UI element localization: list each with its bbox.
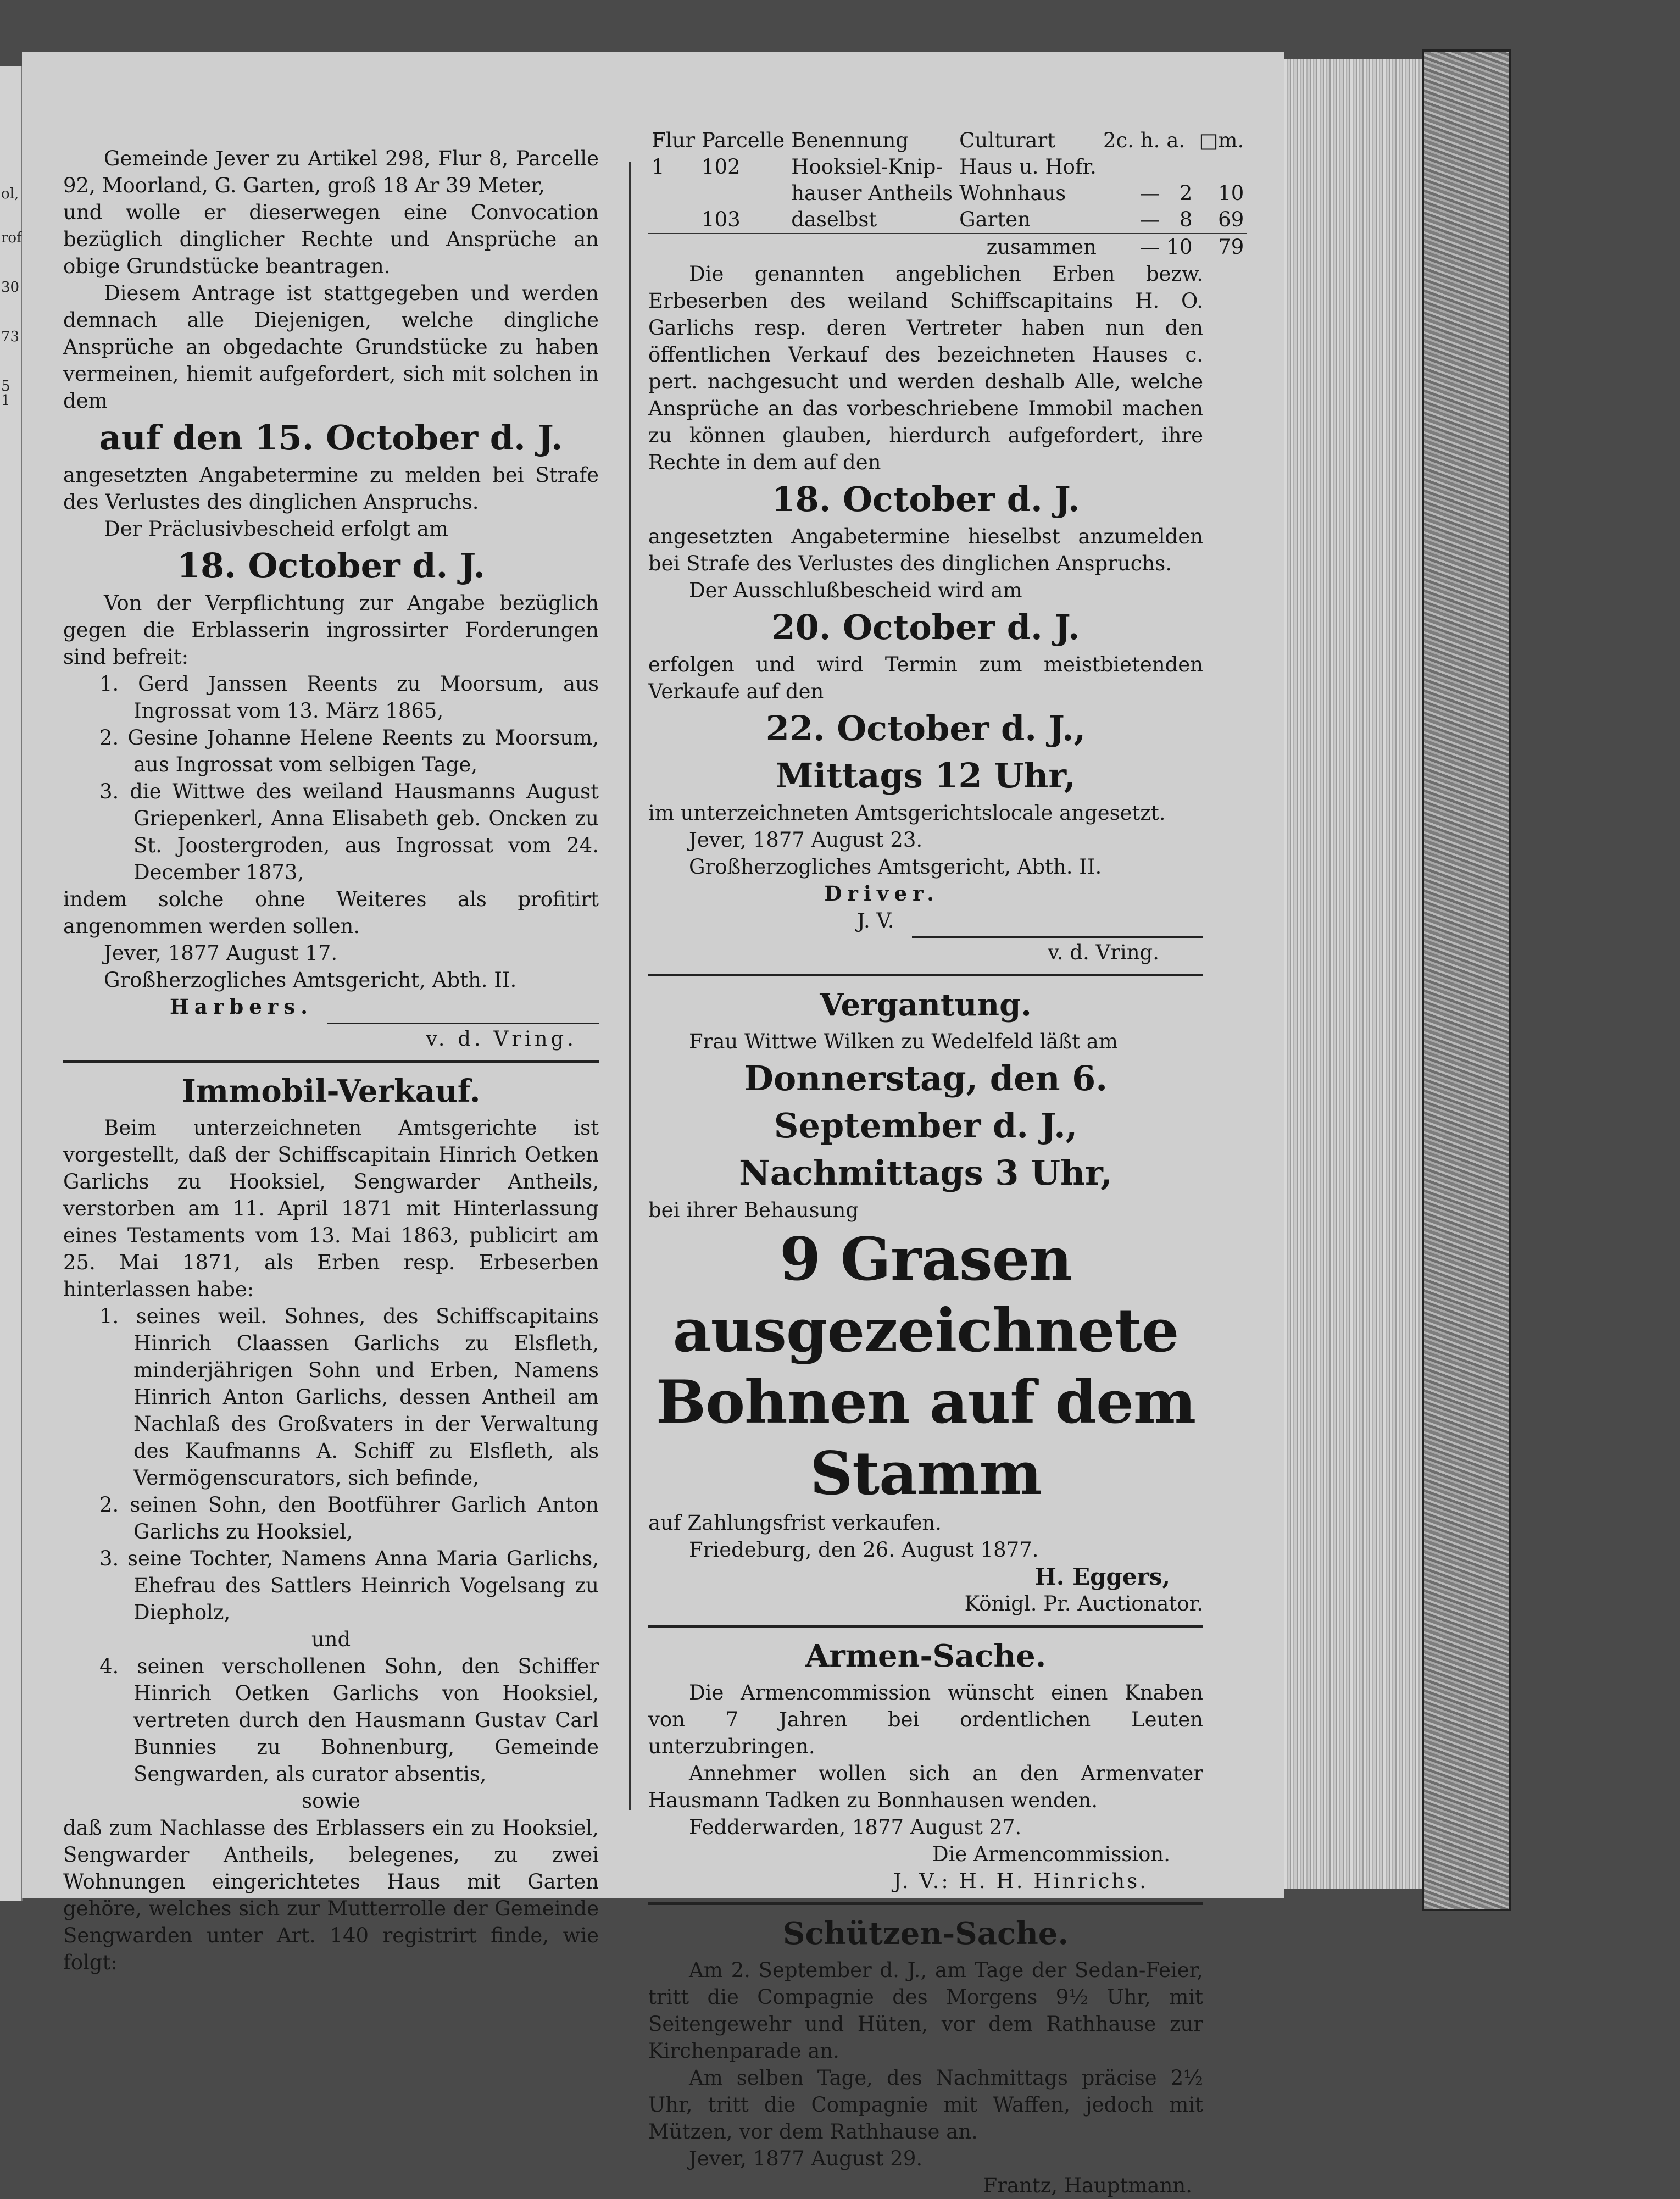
table-cell xyxy=(1100,154,1163,180)
judge-signature: Driver. xyxy=(824,881,939,906)
commission-signatory: J. V.: H. H. Hinrichs. xyxy=(893,1869,1148,1893)
auctioneer-signature: H. Eggers, xyxy=(1034,1563,1170,1590)
paragraph: angesetzten Angabetermine hieselbst anzumelden bei Strafe des Verlustes des dinglichen Anspruchs. xyxy=(648,525,1203,575)
paragraph: Beim unterzeichneten Amtsgerichte ist vorgestellt, daß der Schiffscapitain Hinrich Oetken Garlichs zu Hooksiel, Sengwarder Antheils, verstorben am 11. April 1871 mit Hinterlassung eines Testaments vom 13. Mai 1863, publicirt am 25. Mai 1871, als Erben resp. Erbeserben hinterlassen habe: xyxy=(63,1116,599,1301)
paragraph: Gemeinde Jever zu Artikel 298, Flur 8, Parcelle 92, Moorland, G. Garten, groß 18 Ar 39 Meter, xyxy=(63,147,599,197)
signature-line xyxy=(912,936,1203,938)
table-cell: 8 xyxy=(1179,208,1193,231)
table-cell: Hooksiel-Knip- xyxy=(791,155,943,179)
newspaper-page xyxy=(22,52,1284,2197)
margin-fragment: ol, xyxy=(1,186,19,202)
date-heading: Donnerstag, den 6. September d. J., xyxy=(744,1058,1108,1146)
table-cell: 2 xyxy=(1179,181,1193,205)
margin-fragment: 5 1 xyxy=(1,378,10,409)
paragraph: Von der Verpflichtung zur Angabe bezüglich gegen die Erblasserin ingrossirter Forderungen sind befreit: xyxy=(63,591,599,669)
table-cell: 79 xyxy=(1195,234,1247,260)
section-rule xyxy=(648,974,1203,976)
list-item: 1. Gerd Janssen Reents zu Moorsum, aus Ingrossat vom 13. März 1865, xyxy=(99,672,599,723)
table-cell: 10 xyxy=(1218,181,1244,205)
place-date: Jever, 1877 August 17. xyxy=(104,941,338,965)
table-cell: — xyxy=(1139,208,1160,231)
acting-label: J. V. xyxy=(857,909,894,932)
place-date: Fedderwarden, 1877 August 27. xyxy=(689,1815,1022,1839)
paragraph: indem solche ohne Weiteres als profitirt angenommen werden sollen. xyxy=(63,887,599,938)
paragraph: Die Armencommission wünscht einen Knaben von 7 Jahren bei ordentlichen Leuten unterzubringen. xyxy=(648,1681,1203,1758)
table-header-cell: 2c. h. xyxy=(1103,129,1160,152)
paragraph: daß zum Nachlasse des Erblassers ein zu Hooksiel, Sengwarder Antheils, belegenes, zu zwei Wohnungen eingerichtetes Haus mit Garten gehöre, welches sich zur Mutterrolle der Gemeinde Sengwarden unter Art. 140 registrirt finde, wie folgt: xyxy=(63,1816,599,1974)
table-header-row xyxy=(648,127,1247,154)
page-edges xyxy=(1284,59,1422,1889)
table-row xyxy=(648,207,1247,234)
court-name: Großherzogliches Amtsgericht, Abth. II. xyxy=(689,855,1102,879)
section-heading: Vergantung. xyxy=(820,987,1032,1023)
table-header-cell: Culturart xyxy=(959,129,1056,152)
list-item: 3. seine Tochter, Namens Anna Maria Garlichs, Ehefrau des Sattlers Heinrich Vogelsang zu Diepholz, xyxy=(99,1547,599,1624)
date-heading: 22. October d. J., xyxy=(765,708,1086,748)
paragraph: Frau Wittwe Wilken zu Wedelfeld läßt am xyxy=(689,1030,1118,1053)
previous-page-edge xyxy=(0,66,23,1901)
margin-fragment: 73 xyxy=(1,329,20,345)
table-cell: — xyxy=(1100,234,1163,260)
section-heading: Armen-Sache. xyxy=(805,1638,1047,1674)
judge-signature: Harbers. xyxy=(169,995,313,1019)
clerk-signature: v. d. Vring. xyxy=(426,1027,577,1051)
right-column xyxy=(648,127,1244,2199)
captain-signature: Frantz, Hauptmann. xyxy=(983,2174,1192,2197)
paragraph: auf Zahlungsfrist verkaufen. xyxy=(648,1511,942,1535)
list-item: 3. die Wittwe des weiland Hausmanns August Griepenkerl, Anna Elisabeth geb. Oncken zu St. Joostergroden, aus Ingrossat vom 24. December 1873, xyxy=(99,780,599,884)
table-cell: 10 xyxy=(1163,234,1195,260)
section-rule xyxy=(63,1060,599,1063)
conjunction: sowie xyxy=(302,1789,360,1813)
list-item: 1. seines weil. Sohnes, des Schiffscapitains Hinrich Claassen Garlichs zu Elsfleth, minderjährigen Sohn und Erben, Namens Hinrich Anton Garlichs, dessen Antheil am Nachlaß des Großvaters in der Verwaltung des Kaufmanns A. Schiff zu Elsfleth, als Vermögenscurators, sich befinde, xyxy=(99,1304,599,1490)
table-header-cell: □m. xyxy=(1199,129,1244,152)
margin-fragment: rof xyxy=(1,230,22,246)
table-cell: Garten xyxy=(959,208,1031,231)
section-heading: Schützen-Sache. xyxy=(783,1915,1069,1952)
table-cell: daselbst xyxy=(791,208,877,231)
list-item: 4. seinen verschollenen Sohn, den Schiffer Hinrich Oetken Garlichs von Hooksiel, vertreten durch den Hausmann Gustav Carl Bunnies zu Bohnenburg, Gemeinde Sengwarden, als curator absentis, xyxy=(99,1654,599,1786)
court-name: Großherzogliches Amtsgericht, Abth. II. xyxy=(104,968,517,992)
display-line: Bohnen auf dem Stamm xyxy=(655,1368,1196,1508)
paragraph: angesetzten Angabetermine zu melden bei Strafe des Verlustes des dinglichen Anspruchs. xyxy=(63,463,599,514)
commission-signature: Die Armencommission. xyxy=(932,1842,1170,1866)
paragraph: Der Präclusivbescheid erfolgt am xyxy=(104,517,448,541)
date-heading: 20. October d. J. xyxy=(771,607,1080,647)
parcel-table xyxy=(648,127,1247,260)
place-date: Jever, 1877 August 29. xyxy=(689,2147,923,2170)
table-cell xyxy=(1163,154,1195,180)
section-rule xyxy=(648,1625,1203,1628)
paragraph: bei ihrer Behausung xyxy=(648,1198,859,1222)
table-header-cell: a. xyxy=(1166,129,1186,152)
table-cell: 1 xyxy=(652,155,665,179)
date-heading: auf den 15. October d. J. xyxy=(99,418,563,458)
table-row xyxy=(648,154,1247,180)
list-item: 2. Gesine Johanne Helene Reents zu Moorsum, aus Ingrossat vom selbigen Tage, xyxy=(99,726,599,776)
conjunction: und xyxy=(311,1628,351,1651)
paragraph: und wolle er dieserwegen eine Convocation bezüglich dinglicher Rechte und Ansprüche an obige Grundstücke beantragen. xyxy=(63,201,599,278)
table-header-cell: Flur xyxy=(652,129,696,152)
table-cell: zusammen xyxy=(956,234,1100,260)
paragraph: Die genannten angeblichen Erben bezw. Erbeserben des weiland Schiffscapitains H. O. Garlichs resp. deren Vertreter haben nun den öffentlichen Verkauf des bezeichneten Hauses c. pert. nachgesucht und werden deshalb Alle, welche Ansprüche an das vorbeschriebene Immobil machen zu können glauben, hierdurch aufgefordert, ihre Rechte in dem auf den xyxy=(648,262,1203,474)
time-heading: Mittags 12 Uhr, xyxy=(775,756,1076,796)
table-cell: 103 xyxy=(702,208,741,231)
column-divider xyxy=(629,162,631,1810)
display-line: 9 Grasen ausgezeichnete xyxy=(672,1225,1179,1365)
left-column xyxy=(63,145,599,1976)
table-header-cell: Parcelle xyxy=(702,129,785,152)
paragraph: erfolgen und wird Termin zum meistbietenden Verkaufe auf den xyxy=(648,653,1203,703)
table-cell: Haus u. Hofr. xyxy=(959,155,1097,179)
table-total-row xyxy=(648,234,1247,260)
table-cell xyxy=(648,207,698,234)
clerk-signature: v. d. Vring. xyxy=(1048,941,1159,964)
table-cell: 69 xyxy=(1218,208,1244,231)
place-date: Jever, 1877 August 23. xyxy=(689,828,923,852)
table-cell xyxy=(698,180,788,207)
paragraph: Am selben Tage, des Nachmittags präcise 2½ Uhr, tritt die Compagnie mit Waffen, jedoch mit Mützen, vor dem Rathhause an. xyxy=(648,2066,1203,2144)
date-heading: 18. October d. J. xyxy=(177,546,485,586)
table-header-cell: Benennung xyxy=(791,129,909,152)
table-cell: — xyxy=(1139,181,1160,205)
paragraph: Diesem Antrage ist stattgegeben und werden demnach alle Diejenigen, welche dingliche Ansprüche an obgedachte Grundstücke zu haben vermeinen, hiemit aufgefordert, sich mit solchen in dem xyxy=(63,281,599,413)
place-date: Friedeburg, den 26. August 1877. xyxy=(689,1538,1039,1562)
table-cell: Wohnhaus xyxy=(959,181,1066,205)
table-cell: 102 xyxy=(702,155,741,179)
section-heading: Immobil-Verkauf. xyxy=(181,1073,481,1109)
signature-line xyxy=(327,1023,599,1024)
list-item: 2. seinen Sohn, den Bootführer Garlich Anton Garlichs zu Hooksiel, xyxy=(99,1493,599,1543)
table-cell xyxy=(1195,154,1247,180)
table-cell: hauser Antheils xyxy=(791,181,953,205)
paragraph: Der Ausschlußbescheid wird am xyxy=(689,579,1022,602)
book-cover xyxy=(1422,49,1511,1911)
paragraph: im unterzeichneten Amtsgerichtslocale angesetzt. xyxy=(648,801,1166,825)
time-heading: Nachmittags 3 Uhr, xyxy=(739,1153,1112,1193)
table-cell xyxy=(648,180,698,207)
auctioneer-title: Königl. Pr. Auctionator. xyxy=(964,1592,1203,1615)
paragraph: Am 2. September d. J., am Tage der Sedan-Feier, tritt die Compagnie des Morgens 9½ Uhr, mit Seitengewehr und Hüten, vor dem Rathhause zur Kirchenparade an. xyxy=(648,1958,1203,2063)
date-heading: 18. October d. J. xyxy=(771,479,1080,519)
section-rule xyxy=(648,1902,1203,1905)
table-row xyxy=(648,180,1247,207)
margin-fragment: 30 xyxy=(1,279,20,296)
paragraph: Annehmer wollen sich an den Armenvater Hausmann Tadken zu Bonnhausen wenden. xyxy=(648,1762,1203,1812)
